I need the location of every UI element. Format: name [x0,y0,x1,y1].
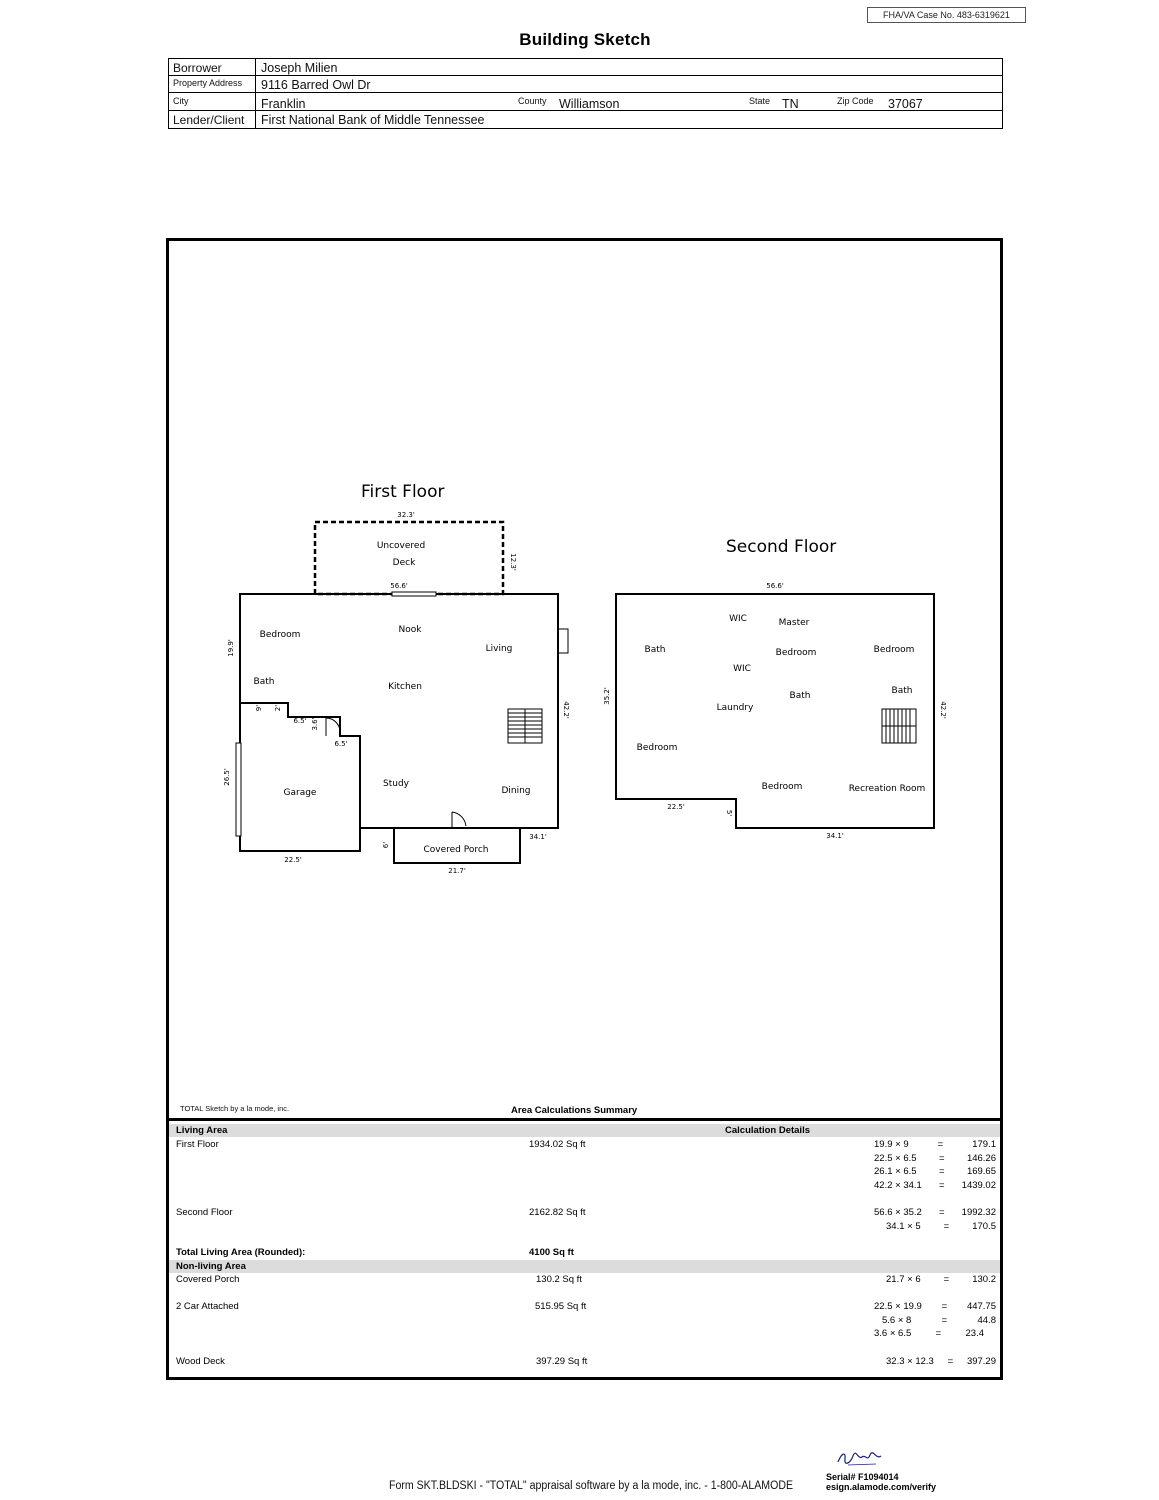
state-value: TN [782,97,799,111]
dimension-label: 6.5' [293,717,307,725]
room-label: Bath [891,686,913,696]
county-label: County [518,96,547,106]
dimension-label: 42.2' [562,701,570,719]
deck-door [392,592,436,596]
state-label: State [749,96,771,106]
second-floor-label: Second Floor [176,1207,233,1218]
living-area-header [169,1124,1000,1137]
dimension-label: 3.6' [311,717,319,731]
room-label: Deck [392,558,416,568]
dimension-label: 9' [255,704,263,712]
garage-door [236,743,241,836]
room-label: Covered Porch [423,845,489,855]
first-floor-title: First Floor [361,482,445,502]
room-label: Bath [789,691,811,701]
wood-deck-calcs [874,1356,996,1370]
second-floor-area: 2162.82 Sq ft [529,1207,586,1218]
stairs [882,709,916,743]
property-address-label: Property Address [173,78,243,88]
dimension-label: 2' [274,704,282,712]
room-label: Master [778,618,810,628]
first-floor-label: First Floor [176,1139,219,1150]
garage-calcs [874,1301,996,1342]
lender-label: Lender/Client [173,113,245,127]
dimension-label: 42.2' [939,701,947,719]
calc-line: 21.7 × 6 = 130.2 [886,1274,996,1285]
room-label: Recreation Room [848,784,926,794]
dimension-label: 34.1' [529,833,547,841]
room-label: Nook [398,625,422,635]
living-area-label: Living Area [176,1125,228,1136]
calc-line: 32.3 × 12.3 = 397.29 [886,1356,996,1367]
second-floor-calcs [874,1207,996,1234]
verify-link[interactable]: esign.alamode.com/verify [826,1482,937,1492]
dimension-label: 6.5' [334,740,348,748]
stairs [508,709,542,743]
room-label: Bedroom [259,630,301,640]
area-summary-title: Area Calculations Summary [511,1105,638,1116]
serial-number: Serial# F1094014 [826,1472,899,1482]
zip-value: 37067 [888,97,923,111]
esign-signature-icon [836,1450,884,1468]
wood-deck-area: 397.29 Sq ft [536,1356,588,1367]
county-value: Williamson [559,97,620,111]
room-label: WIC [729,614,747,624]
calc-line: 19.9 × 9 = 179.1 [874,1139,996,1150]
garage-label: 2 Car Attached [176,1301,239,1312]
non-living-label: Non-living Area [176,1261,246,1272]
first-floor-calcs [874,1139,996,1193]
door-swing [326,718,340,736]
calc-details-label: Calculation Details [725,1125,810,1136]
room-label: Living [485,644,513,654]
door-swing [452,812,466,828]
city-value: Franklin [261,97,306,111]
room-label: Bedroom [761,782,803,792]
first-floor-area: 1934.02 Sq ft [529,1139,586,1150]
room-label: Dining [501,786,531,796]
calc-line: 3.6 × 6.5 = 23.4 [874,1328,984,1339]
room-label: Bedroom [873,645,915,655]
room-label: Uncovered [376,541,426,551]
dimension-label: 56.6' [390,582,408,590]
total-living-value: 4100 Sq ft [529,1247,574,1258]
form-footer: Form SKT.BLDSKI - "TOTAL" appraisal software by a la mode, inc. - 1-800-ALAMODE [389,1480,794,1492]
calc-line: 34.1 × 5 = 170.5 [886,1220,996,1232]
dimension-label: 26.5' [223,768,231,786]
wood-deck-label: Wood Deck [176,1356,225,1367]
dimension-label: 19.9' [227,639,235,657]
calc-line: 56.6 × 35.2 = 1992.32 [874,1207,996,1218]
covered-porch-label: Covered Porch [176,1274,240,1285]
room-label: Bedroom [636,743,678,753]
borrower-label: Borrower [173,61,222,75]
esign-serial [826,1472,936,1492]
room-label: Laundry [716,703,754,713]
dimension-label: 22.5' [667,803,685,811]
area-calculations-table [169,1121,1000,1377]
dimension-label: 6' [382,841,390,849]
fireplace [558,629,568,653]
covered-porch-area: 130.2 Sq ft [536,1274,582,1285]
dimension-label: 34.1' [826,832,844,840]
calc-line: 42.2 × 34.1 = 1439.02 [874,1179,996,1191]
page-title: Building Sketch [519,30,651,49]
lender-value: First National Bank of Middle Tennessee [261,113,485,127]
calc-line: 5.6 × 8 = 44.8 [882,1314,996,1326]
dimension-label: 56.6' [766,582,784,590]
room-label: WIC [733,664,751,674]
dimension-label: 21.7' [448,867,466,875]
garage-outline [240,703,360,851]
dimension-label: 22.5' [284,856,302,864]
property-address-value: 9116 Barred Owl Dr [261,78,371,92]
sketch-credit: TOTAL Sketch by a la mode, inc. [180,1104,290,1113]
calc-line: 22.5 × 19.9 = 447.75 [874,1301,996,1312]
garage-area: 515.95 Sq ft [535,1301,587,1312]
room-label: Bath [644,645,666,655]
calc-line: 22.5 × 6.5 = 146.26 [874,1152,996,1164]
room-label: Study [383,779,409,789]
covered-porch-calcs [874,1274,996,1288]
city-label: City [173,96,189,106]
room-label: Bedroom [775,648,817,658]
dimension-label: 5' [725,809,733,817]
calc-line: 26.1 × 6.5 = 169.65 [874,1166,996,1177]
non-living-header [169,1260,1000,1273]
case-number: FHA/VA Case No. 483-6319621 [867,7,1026,23]
room-label: Bath [253,677,275,687]
zip-label: Zip Code [837,96,874,106]
second-floor-title: Second Floor [726,537,837,557]
total-living-label: Total Living Area (Rounded): [176,1247,306,1258]
dimension-label: 35.2' [603,687,611,705]
room-label: Garage [283,788,317,798]
room-label: Kitchen [388,682,422,692]
dimension-label: 12.3' [509,553,517,571]
dimension-label: 32.3' [397,511,415,519]
borrower-value: Joseph Milien [261,61,338,75]
